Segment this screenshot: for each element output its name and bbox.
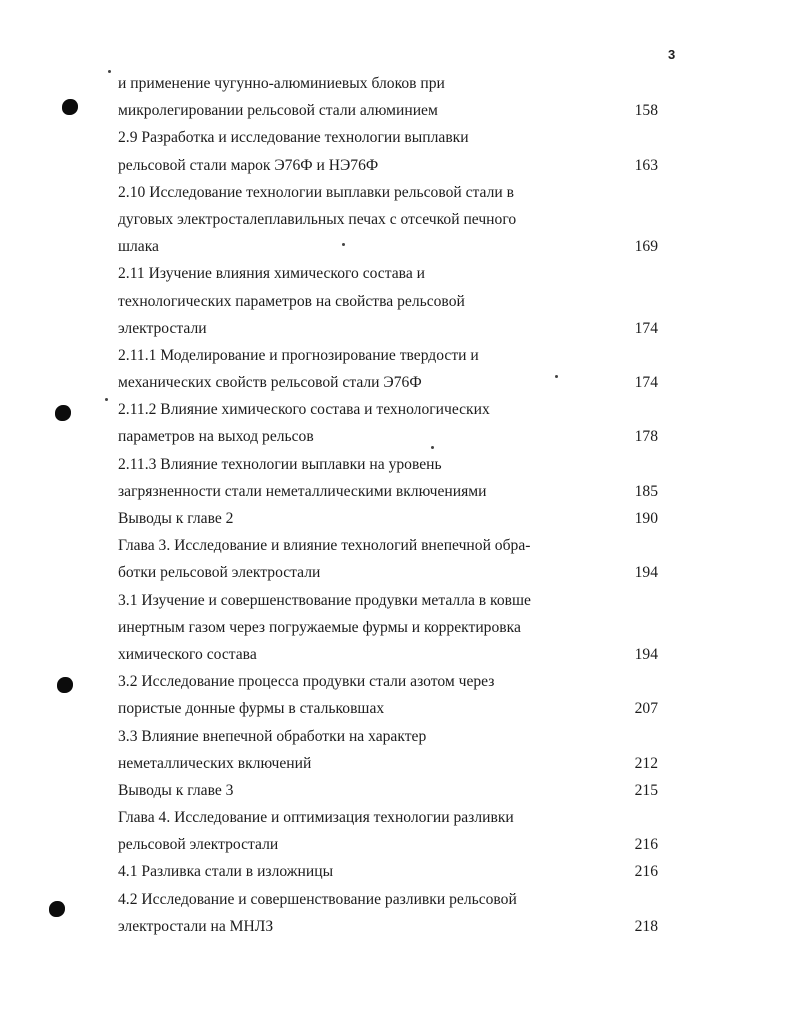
toc-line (118, 396, 658, 423)
toc-line (118, 668, 658, 695)
toc-entry-text: рельсовой электростали (118, 836, 279, 854)
page-number: 3 (668, 47, 676, 62)
toc-entry-text: Выводы к главе 2 (118, 510, 234, 527)
toc-entry-text: рельсовой стали марок Э76Ф и НЭ76Ф (118, 156, 379, 174)
toc-entry-text: 2.11.3 Влияние технологии выплавки на уровень (118, 455, 442, 473)
toc-line (118, 179, 658, 206)
toc-entry-text: химического состава (118, 645, 257, 663)
toc-line (118, 831, 658, 858)
toc-entry-text: 3.1 Изучение и совершенствование продувки металла в ковше (118, 591, 531, 609)
toc-line (118, 288, 658, 315)
toc-entry-text: загрязненности стали неметаллическими включениями (118, 482, 487, 500)
toc-entry-page: 194 (634, 564, 658, 582)
toc-line (118, 70, 658, 97)
toc-line (118, 587, 658, 614)
toc-line (118, 124, 658, 151)
scan-speck (105, 398, 108, 401)
toc-entry-page: 174 (634, 319, 658, 337)
toc-entry-text: 3.3 Влияние внепечной обработки на характер (118, 727, 427, 745)
toc-line (118, 641, 658, 668)
toc-entry-page: 174 (634, 374, 658, 392)
punch-hole-mark (57, 677, 73, 693)
table-of-contents (118, 70, 658, 940)
toc-entry-text: технологических параметров на свойства рельсовой (118, 292, 465, 310)
punch-hole-mark (49, 901, 65, 917)
toc-line (118, 750, 658, 777)
toc-line (118, 614, 658, 641)
toc-line (118, 152, 658, 179)
toc-entry-text: и применение чугунно-алюминиевых блоков при (118, 75, 445, 92)
toc-entry-text: неметаллических включений (118, 754, 312, 772)
toc-entry-text: 4.2 Исследование и совершенствование разливки рельсовой (118, 890, 517, 908)
toc-entry-text: микролегировании рельсовой стали алюминием (118, 102, 438, 120)
toc-entry-page: 190 (634, 510, 658, 527)
punch-hole-mark (55, 405, 71, 421)
toc-line (118, 233, 658, 260)
toc-entry-text: параметров на выход рельсов (118, 428, 314, 446)
toc-entry-page: 169 (634, 238, 658, 256)
toc-entry-page: 218 (634, 917, 658, 935)
toc-line (118, 532, 658, 559)
toc-line (118, 695, 658, 722)
toc-entry-text: механических свойств рельсовой стали Э76Ф (118, 374, 422, 392)
toc-entry-page: 212 (634, 754, 658, 772)
toc-entry-text: 4.1 Разливка стали в изложницы (118, 863, 334, 881)
toc-line (118, 478, 658, 505)
toc-entry-page: 207 (634, 700, 658, 718)
toc-entry-text: электростали на МНЛЗ (118, 917, 274, 935)
toc-entry-text: Выводы к главе 3 (118, 781, 234, 799)
toc-line (118, 315, 658, 342)
scan-speck (108, 70, 111, 73)
toc-entry-page: 216 (634, 836, 658, 854)
toc-entry-text: ботки рельсовой электростали (118, 564, 321, 582)
toc-entry-text: шлака (118, 238, 159, 256)
toc-entry-page: 215 (634, 781, 658, 799)
toc-line (118, 97, 658, 124)
toc-line (118, 913, 658, 940)
toc-entry-page: 158 (634, 102, 658, 120)
toc-line (118, 451, 658, 478)
toc-line (118, 342, 658, 369)
toc-entry-text: 2.10 Исследование технологии выплавки рельсовой стали в (118, 183, 515, 201)
toc-entry-text: Глава 4. Исследование и оптимизация технологии разливки (118, 809, 514, 827)
toc-line (118, 804, 658, 831)
toc-entry-text: 2.11 Изучение влияния химического состава и (118, 265, 425, 283)
toc-line (118, 206, 658, 233)
toc-entry-text: 2.9 Разработка и исследование технологии выплавки (118, 129, 469, 147)
toc-entry-page: 163 (634, 156, 658, 174)
toc-line (118, 559, 658, 586)
toc-entry-text: дуговых электросталеплавильных печах с отсечкой печного (118, 210, 517, 228)
toc-line (118, 505, 658, 532)
toc-entry-text: электростали (118, 319, 207, 337)
toc-line (118, 369, 658, 396)
punch-hole-mark (62, 99, 78, 115)
toc-entry-text: 2.11.1 Моделирование и прогнозирование твердости и (118, 346, 479, 364)
toc-line (118, 777, 658, 804)
toc-entry-text: 3.2 Исследование процесса продувки стали азотом через (118, 673, 495, 691)
toc-entry-page: 216 (634, 863, 658, 881)
toc-entry-text: 2.11.2 Влияние химического состава и технологических (118, 401, 490, 419)
toc-entry-text: пористые донные фурмы в стальковшах (118, 700, 385, 718)
toc-entry-text: инертным газом через погружаемые фурмы и корректировка (118, 618, 521, 636)
toc-entry-page: 185 (634, 482, 658, 500)
toc-line (118, 723, 658, 750)
toc-line (118, 858, 658, 885)
toc-entry-page: 178 (634, 428, 658, 446)
toc-line (118, 886, 658, 913)
toc-entry-text: Глава 3. Исследование и влияние технологий внепечной обра- (118, 537, 531, 555)
toc-entry-page: 194 (634, 645, 658, 663)
toc-line (118, 423, 658, 450)
toc-line (118, 260, 658, 287)
